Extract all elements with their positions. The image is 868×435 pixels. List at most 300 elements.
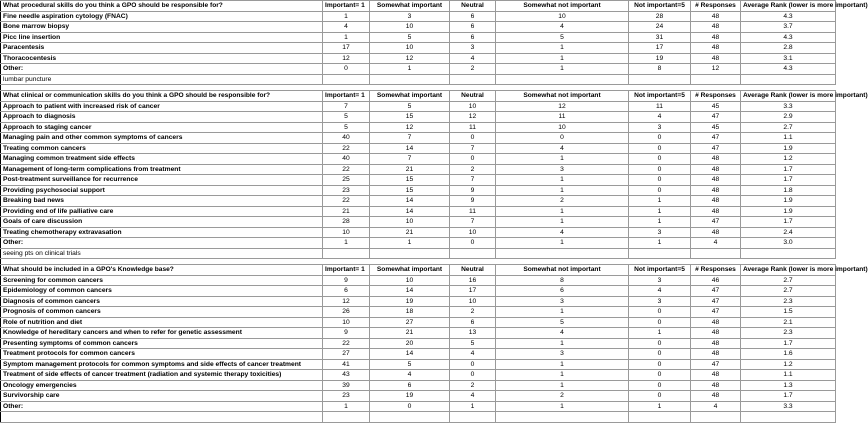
cell-value: 6	[370, 380, 450, 391]
cell-value: 0	[496, 133, 629, 144]
cell-value: 14	[370, 349, 450, 360]
cell-value: 22	[323, 196, 370, 207]
cell-value: 17	[450, 286, 496, 297]
cell-value: 0	[629, 370, 691, 381]
cell-value: 21	[323, 206, 370, 217]
cell-value: 4.3	[741, 11, 836, 22]
cell-value: 48	[691, 328, 741, 339]
cell-value: 12	[370, 122, 450, 133]
column-header: Not important=5	[629, 265, 691, 276]
cell-value: 2.1	[741, 317, 836, 328]
cell-value: 2.4	[741, 227, 836, 238]
table-row	[1, 133, 836, 144]
cell-value: 48	[691, 32, 741, 43]
cell-value: 5	[370, 101, 450, 112]
cell-value: 13	[450, 328, 496, 339]
column-header: Somewhat not important	[496, 91, 629, 102]
cell-value: 23	[323, 185, 370, 196]
cell-value: 3	[629, 122, 691, 133]
cell-value: 1.8	[741, 185, 836, 196]
table-row	[1, 217, 836, 228]
cell-value: 4.3	[741, 32, 836, 43]
cell-value: 48	[691, 185, 741, 196]
cell-value: 22	[323, 143, 370, 154]
cell-value: 47	[691, 359, 741, 370]
cell-value: 1.9	[741, 196, 836, 207]
table-row	[1, 238, 836, 249]
cell-value: 1	[496, 53, 629, 64]
table-row	[1, 175, 836, 186]
cell-value: 48	[691, 206, 741, 217]
cell-value: 12	[323, 53, 370, 64]
cell-value: 4.3	[741, 64, 836, 75]
table-row	[1, 317, 836, 328]
row-label: Knowledge of hereditary cancers and when to refer for genetic assessment	[1, 328, 323, 339]
cell-value: 9	[450, 185, 496, 196]
cell-value: 4	[496, 143, 629, 154]
section-question: What procedural skills do you think a GPO should be responsible for?	[1, 1, 323, 12]
cell-value: 10	[323, 317, 370, 328]
empty-cell	[629, 248, 691, 259]
section-question: What clinical or communication skills do you think a GPO should be responsible for?	[1, 91, 323, 102]
cell-value: 21	[370, 328, 450, 339]
row-label: Treatment protocols for common cancers	[1, 349, 323, 360]
column-header: # Responses	[691, 91, 741, 102]
table-row	[1, 296, 836, 307]
cell-value: 1	[629, 206, 691, 217]
row-label: Goals of care discussion	[1, 217, 323, 228]
empty-cell	[741, 248, 836, 259]
cell-value: 2.7	[741, 286, 836, 297]
table-row	[1, 391, 836, 402]
cell-value: 9	[450, 196, 496, 207]
cell-value: 2.8	[741, 43, 836, 54]
empty-cell	[691, 248, 741, 259]
empty-cell	[496, 248, 629, 259]
cell-value: 12	[323, 296, 370, 307]
cell-value: 4	[323, 22, 370, 33]
cell-value: 3	[450, 43, 496, 54]
table-row	[1, 206, 836, 217]
cell-value: 14	[370, 143, 450, 154]
cell-value: 6	[450, 317, 496, 328]
cell-value: 10	[450, 101, 496, 112]
row-label: Approach to diagnosis	[1, 112, 323, 123]
cell-value: 0	[629, 133, 691, 144]
cell-value: 48	[691, 22, 741, 33]
cell-value: 3.3	[741, 401, 836, 412]
cell-value: 1	[323, 401, 370, 412]
cell-value: 48	[691, 380, 741, 391]
cell-value: 10	[370, 22, 450, 33]
cell-value: 11	[496, 112, 629, 123]
cell-value: 10	[370, 43, 450, 54]
empty-cell	[741, 412, 836, 423]
cell-value: 1	[629, 328, 691, 339]
cell-value: 2	[450, 380, 496, 391]
column-header: Somewhat important	[370, 265, 450, 276]
row-label: Bone marrow biopsy	[1, 22, 323, 33]
cell-value: 5	[496, 32, 629, 43]
column-header: Average Rank (lower is more important)	[741, 91, 836, 102]
cell-value: 0	[450, 133, 496, 144]
cell-value: 2	[496, 391, 629, 402]
cell-value: 1	[629, 238, 691, 249]
cell-value: 4	[691, 401, 741, 412]
cell-value: 5	[370, 32, 450, 43]
column-header: Important= 1	[323, 1, 370, 12]
column-header: Important= 1	[323, 91, 370, 102]
cell-value: 1	[496, 370, 629, 381]
cell-value: 10	[496, 122, 629, 133]
cell-value: 6	[450, 22, 496, 33]
cell-value: 1	[629, 217, 691, 228]
row-label: Providing psychosocial support	[1, 185, 323, 196]
table-row	[1, 11, 836, 22]
column-header: Somewhat important	[370, 1, 450, 12]
cell-value: 0	[629, 154, 691, 165]
cell-value: 48	[691, 175, 741, 186]
column-header: Somewhat not important	[496, 265, 629, 276]
cell-value: 47	[691, 286, 741, 297]
cell-value: 22	[323, 338, 370, 349]
cell-value: 31	[629, 32, 691, 43]
cell-value: 48	[691, 370, 741, 381]
cell-value: 3.7	[741, 22, 836, 33]
cell-value: 1	[629, 401, 691, 412]
cell-value: 27	[370, 317, 450, 328]
cell-value: 0	[450, 370, 496, 381]
cell-value: 5	[450, 338, 496, 349]
empty-cell	[450, 74, 496, 85]
cell-value: 4	[450, 391, 496, 402]
table-row	[1, 112, 836, 123]
cell-value: 10	[323, 227, 370, 238]
cell-value: 19	[629, 53, 691, 64]
section-header-row	[1, 1, 836, 12]
cell-value: 1.3	[741, 380, 836, 391]
cell-value: 19	[370, 391, 450, 402]
cell-value: 11	[450, 122, 496, 133]
section-header-row	[1, 265, 836, 276]
cell-value: 1	[496, 185, 629, 196]
cell-value: 11	[450, 206, 496, 217]
cell-value: 1	[323, 238, 370, 249]
cell-value: 5	[370, 359, 450, 370]
cell-value: 1	[496, 154, 629, 165]
cell-value: 0	[629, 391, 691, 402]
cell-value: 7	[450, 143, 496, 154]
cell-value: 45	[691, 101, 741, 112]
cell-value: 48	[691, 338, 741, 349]
cell-value: 4	[629, 112, 691, 123]
empty-cell	[450, 248, 496, 259]
cell-value: 1.7	[741, 175, 836, 186]
column-header: Average Rank (lower is more important)	[741, 1, 836, 12]
cell-value: 1	[496, 175, 629, 186]
cell-value: 0	[629, 185, 691, 196]
column-header: Average Rank (lower is more important)	[741, 265, 836, 276]
cell-value: 1	[629, 196, 691, 207]
cell-value: 1	[450, 401, 496, 412]
cell-value: 20	[370, 338, 450, 349]
row-label: Managing common treatment side effects	[1, 154, 323, 165]
cell-value: 8	[629, 64, 691, 75]
cell-value: 1	[496, 217, 629, 228]
row-label: Prognosis of common cancers	[1, 307, 323, 318]
cell-value: 47	[691, 143, 741, 154]
column-header: Neutral	[450, 265, 496, 276]
table-row	[1, 359, 836, 370]
cell-value: 47	[691, 112, 741, 123]
cell-value: 7	[370, 133, 450, 144]
cell-value: 40	[323, 154, 370, 165]
row-label: Approach to patient with increased risk of cancer	[1, 101, 323, 112]
row-label: Oncology emergencies	[1, 380, 323, 391]
empty-cell	[629, 74, 691, 85]
cell-value: 4	[370, 370, 450, 381]
row-label: Post-treatment surveillance for recurrence	[1, 175, 323, 186]
empty-cell	[450, 412, 496, 423]
cell-value: 1.7	[741, 338, 836, 349]
cell-value: 0	[629, 317, 691, 328]
column-header: Neutral	[450, 1, 496, 12]
cell-value: 14	[370, 196, 450, 207]
cell-value: 12	[450, 112, 496, 123]
cell-value: 0	[629, 380, 691, 391]
cell-value: 4	[496, 227, 629, 238]
other-response-note: lumbar puncture	[1, 74, 323, 85]
row-label: Approach to staging cancer	[1, 122, 323, 133]
row-label: Managing pain and other common symptoms of cancers	[1, 133, 323, 144]
empty-cell	[370, 412, 450, 423]
cell-value: 5	[496, 317, 629, 328]
cell-value: 1.7	[741, 164, 836, 175]
cell-value: 11	[629, 101, 691, 112]
cell-value: 41	[323, 359, 370, 370]
cell-value: 48	[691, 391, 741, 402]
empty-cell	[741, 74, 836, 85]
empty-cell	[629, 412, 691, 423]
cell-value: 26	[323, 307, 370, 318]
column-header: Important= 1	[323, 265, 370, 276]
cell-value: 27	[323, 349, 370, 360]
cell-value: 18	[370, 307, 450, 318]
cell-value: 7	[370, 154, 450, 165]
cell-value: 1	[370, 238, 450, 249]
cell-value: 3	[629, 227, 691, 238]
empty-cell	[496, 74, 629, 85]
cell-value: 15	[370, 112, 450, 123]
table-row	[1, 286, 836, 297]
cell-value: 0	[629, 349, 691, 360]
cell-value: 1.1	[741, 133, 836, 144]
column-header: Somewhat important	[370, 91, 450, 102]
cell-value: 3	[496, 349, 629, 360]
row-label: Treating chemotherapy extravasation	[1, 227, 323, 238]
cell-value: 0	[629, 338, 691, 349]
cell-value: 4	[496, 22, 629, 33]
cell-value: 21	[370, 164, 450, 175]
cell-value: 16	[450, 275, 496, 286]
cell-value: 1	[496, 238, 629, 249]
empty-cell	[691, 412, 741, 423]
cell-value: 10	[370, 275, 450, 286]
row-label: Fine needle aspiration cytology (FNAC)	[1, 11, 323, 22]
cell-value: 7	[323, 101, 370, 112]
row-label: Role of nutrition and diet	[1, 317, 323, 328]
cell-value: 47	[691, 133, 741, 144]
cell-value: 1.2	[741, 359, 836, 370]
cell-value: 48	[691, 196, 741, 207]
row-label: Diagnosis of common cancers	[1, 296, 323, 307]
cell-value: 0	[370, 401, 450, 412]
cell-value: 43	[323, 370, 370, 381]
cell-value: 14	[370, 286, 450, 297]
section-question: What should be included in a GPO's Knowledge base?	[1, 265, 323, 276]
table-row	[1, 338, 836, 349]
cell-value: 6	[496, 286, 629, 297]
column-header: # Responses	[691, 265, 741, 276]
cell-value: 19	[370, 296, 450, 307]
cell-value: 0	[629, 164, 691, 175]
cell-value: 0	[450, 154, 496, 165]
cell-value: 0	[629, 307, 691, 318]
cell-value: 12	[370, 53, 450, 64]
cell-value: 28	[323, 217, 370, 228]
cell-value: 1	[496, 338, 629, 349]
cell-value: 10	[450, 296, 496, 307]
table-row	[1, 101, 836, 112]
cell-value: 6	[450, 32, 496, 43]
cell-value: 2.3	[741, 328, 836, 339]
empty-cell	[323, 74, 370, 85]
cell-value: 17	[629, 43, 691, 54]
column-header: Neutral	[450, 91, 496, 102]
cell-value: 4	[450, 349, 496, 360]
cell-value: 28	[629, 11, 691, 22]
cell-value: 2	[450, 64, 496, 75]
cell-value: 2.7	[741, 122, 836, 133]
cell-value: 1	[496, 307, 629, 318]
table-row	[1, 43, 836, 54]
cell-value: 5	[323, 112, 370, 123]
cell-value: 17	[323, 43, 370, 54]
cell-value: 2.7	[741, 275, 836, 286]
table-row	[1, 370, 836, 381]
row-label: Screening for common cancers	[1, 275, 323, 286]
cell-value: 4	[450, 53, 496, 64]
cell-value: 48	[691, 164, 741, 175]
empty-cell	[323, 412, 370, 423]
cell-value: 1.9	[741, 206, 836, 217]
row-label: Management of long-term complications from treatment	[1, 164, 323, 175]
cell-value: 9	[323, 328, 370, 339]
cell-value: 4	[496, 328, 629, 339]
cell-value: 1	[496, 359, 629, 370]
cell-value: 45	[691, 122, 741, 133]
empty-cell	[370, 248, 450, 259]
cell-value: 1.5	[741, 307, 836, 318]
cell-value: 12	[496, 101, 629, 112]
cell-value: 23	[323, 391, 370, 402]
other-response-note	[1, 412, 323, 423]
empty-cell	[691, 74, 741, 85]
cell-value: 46	[691, 275, 741, 286]
table-row	[1, 32, 836, 43]
column-header: Not important=5	[629, 1, 691, 12]
cell-value: 1	[323, 11, 370, 22]
cell-value: 48	[691, 349, 741, 360]
cell-value: 3.1	[741, 53, 836, 64]
cell-value: 15	[370, 185, 450, 196]
cell-value: 0	[629, 359, 691, 370]
cell-value: 48	[691, 154, 741, 165]
cell-value: 1.7	[741, 391, 836, 402]
table-row	[1, 64, 836, 75]
note-row	[1, 74, 836, 85]
cell-value: 1.7	[741, 217, 836, 228]
cell-value: 47	[691, 296, 741, 307]
table-row	[1, 53, 836, 64]
cell-value: 48	[691, 11, 741, 22]
cell-value: 0	[629, 175, 691, 186]
cell-value: 1	[370, 64, 450, 75]
row-label: Treating common cancers	[1, 143, 323, 154]
row-label: Presenting symptoms of common cancers	[1, 338, 323, 349]
cell-value: 3	[370, 11, 450, 22]
cell-value: 1	[496, 43, 629, 54]
cell-value: 39	[323, 380, 370, 391]
cell-value: 1	[323, 32, 370, 43]
cell-value: 47	[691, 217, 741, 228]
row-label: Picc line insertion	[1, 32, 323, 43]
cell-value: 21	[370, 227, 450, 238]
row-label: Other:	[1, 64, 323, 75]
cell-value: 48	[691, 43, 741, 54]
cell-value: 15	[370, 175, 450, 186]
row-label: Treatment of side effects of cancer treatment (radiation and systemic therapy toxicities)	[1, 370, 323, 381]
cell-value: 47	[691, 307, 741, 318]
table-row	[1, 185, 836, 196]
column-header: Not important=5	[629, 91, 691, 102]
table-row	[1, 22, 836, 33]
cell-value: 7	[450, 217, 496, 228]
row-label: Breaking bad news	[1, 196, 323, 207]
cell-value: 48	[691, 53, 741, 64]
table-row	[1, 143, 836, 154]
column-header: Somewhat not important	[496, 1, 629, 12]
cell-value: 12	[691, 64, 741, 75]
cell-value: 2.3	[741, 296, 836, 307]
cell-value: 3	[496, 296, 629, 307]
section-header-row	[1, 91, 836, 102]
cell-value: 0	[450, 359, 496, 370]
cell-value: 40	[323, 133, 370, 144]
cell-value: 22	[323, 164, 370, 175]
table-row	[1, 307, 836, 318]
table-row	[1, 154, 836, 165]
other-response-note: seeing pts on clinical trials	[1, 248, 323, 259]
table-row	[1, 401, 836, 412]
cell-value: 3.0	[741, 238, 836, 249]
cell-value: 2	[496, 196, 629, 207]
cell-value: 9	[323, 275, 370, 286]
note-row	[1, 248, 836, 259]
cell-value: 6	[450, 11, 496, 22]
cell-value: 1.6	[741, 349, 836, 360]
cell-value: 2	[450, 307, 496, 318]
